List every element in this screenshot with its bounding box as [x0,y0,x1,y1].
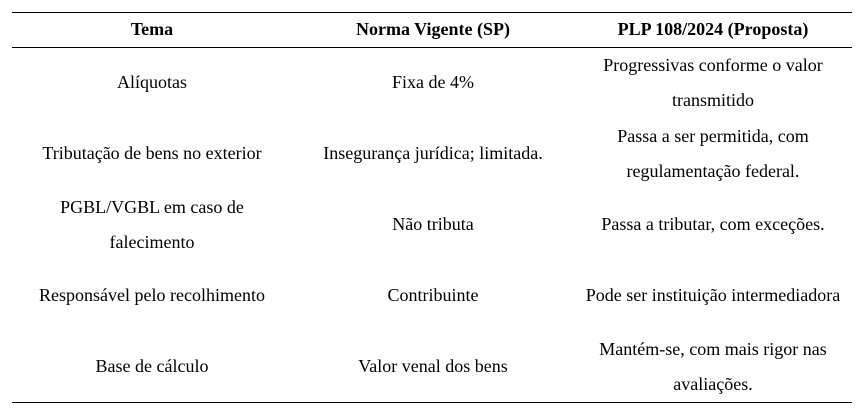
cell-plp-proposta: Progressivas conforme o valor transmitido [603,54,823,110]
table-row [12,260,852,331]
header-norma-vigente: Norma Vigente (SP) [356,19,510,39]
cell-norma-vigente: Valor venal dos bens [358,356,508,376]
cell-plp-proposta: Passa a ser permitida, com regulamentação federal. [617,125,809,181]
cell-norma-vigente: Fixa de 4% [392,72,474,92]
cell-tema: Alíquotas [117,72,187,92]
cell-plp-proposta: Passa a tributar, com exceções. [601,214,825,234]
table-bottom-rule [12,402,852,403]
comparison-table [12,12,852,402]
table-header-row [12,12,852,47]
header-tema: Tema [130,19,174,39]
table-row [12,331,852,402]
table-row [12,189,852,260]
cell-plp-proposta: Pode ser instituição intermediadora [585,285,841,305]
table-row [12,47,852,118]
cell-norma-vigente: Não tributa [392,214,474,234]
cell-tema: Tributação de bens no exterior [42,143,262,163]
cell-tema: PGBL/VGBL em caso de falecimento [60,196,244,252]
cell-plp-proposta: Mantém-se, com mais rigor nas avaliações. [599,338,827,394]
cell-tema: Base de cálculo [95,356,209,376]
cell-norma-vigente: Insegurança jurídica; limitada. [323,143,543,163]
cell-norma-vigente: Contribuinte [387,285,479,305]
table-row [12,118,852,189]
cell-tema: Responsável pelo recolhimento [39,285,265,305]
header-plp-proposta: PLP 108/2024 (Proposta) [617,19,809,39]
